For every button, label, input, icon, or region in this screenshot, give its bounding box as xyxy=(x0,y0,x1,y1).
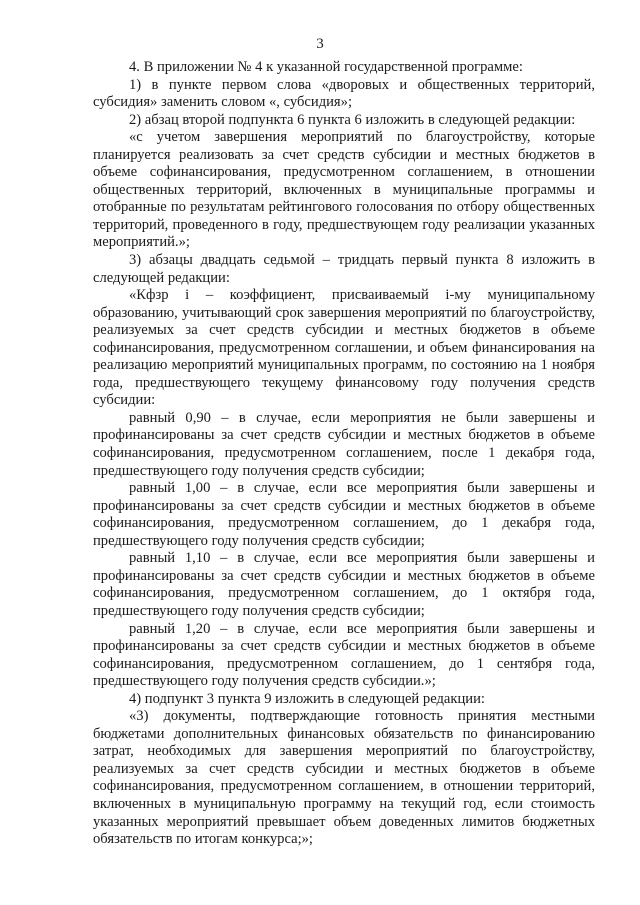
paragraph-coefficient-100: равный 1,00 – в случае, если все мероприятия были завершены и профинансированы за счет средств субсидии и местных бюджетов в объеме софинансирования, предусмотренном соглашением, до 1 декабря года, предшествующего году получения средств субсидии; xyxy=(93,480,595,549)
document-body xyxy=(93,59,595,849)
paragraph-subitem-4: 4) подпункт 3 пункта 9 изложить в следующей редакции: xyxy=(129,690,485,707)
page-number: 3 xyxy=(316,36,324,52)
paragraph-subitem-3: 3) абзацы двадцать седьмой – тридцать первый пункта 8 изложить в следующей редакции: xyxy=(93,252,595,286)
paragraph-coefficient-definition: «Кфзр i – коэффициент, присваиваемый i-му муниципальному образованию, учитывающий срок завершения мероприятий по благоустройству, реализуемых за счет средств субсидии и местных бюджетов в объеме софинансирования, предусмотренном соглашении, и объем финансирования на реализацию мероприятий муниципальных программ, по состоянию на 1 ноября года, предшествующего текущему финансовому году получения средств субсидии: xyxy=(93,287,595,409)
paragraph-coefficient-120: равный 1,20 – в случае, если все мероприятия были завершены и профинансированы за счет средств субсидии и местных бюджетов в объеме софинансирования, предусмотренном соглашением, до 1 сентября года, предшествующего году получения средств субсидии.»; xyxy=(93,620,595,690)
paragraph-quoted-text-3: «3) документы, подтверждающие готовность принятия местными бюджетами дополнительных финансовых обязательств по финансированию затрат, необходимых для завершения мероприятий по благоустройству, реализуемых за счет средств субсидии и местных бюджетов в объеме софинансирования, предусмотренном соглашением, в отношении территорий, включенных в муниципальную программу на текущий год, если стоимость указанных мероприятий превышает объем доведенных лимитов бюджетных обязательств по итогам конкурса;»; xyxy=(93,708,595,848)
paragraph-coefficient-110: равный 1,10 – в случае, если все мероприятия были завершены и профинансированы за счет средств субсидии и местных бюджетов в объеме софинансирования, предусмотренном соглашением, до 1 октября года, предшествующего году получения средств субсидии; xyxy=(93,550,595,619)
paragraph-subitem-2: 2) абзац второй подпункта 6 пункта 6 изложить в следующей редакции: xyxy=(129,111,576,128)
paragraph-coefficient-090: равный 0,90 – в случае, если мероприятия не были завершены и профинансированы за счет средств субсидии и местных бюджетов в объеме софинансирования, предусмотренном соглашением, после 1 декабря года, предшествующего году получения средств субсидии; xyxy=(93,409,595,479)
paragraph-item-4: 4. В приложении № 4 к указанной государственной программе: xyxy=(129,59,523,75)
paragraph-quoted-text-1: «с учетом завершения мероприятий по благоустройству, которые планируется реализовать за счет средств субсидии и местных бюджетов в объеме софинансирования, предусмотренном соглашением, в отношении общественных территорий, включенных в муниципальные программы и отобранные по результатам рейтингового голосования по отбору общественных территорий, проведенного в году, предшествующем году реализации указанных мероприятий.»; xyxy=(93,129,595,251)
paragraph-subitem-1: 1) в пункте первом слова «дворовых и общественных территорий, субсидия» заменить словом «, субсидия»; xyxy=(93,76,595,111)
